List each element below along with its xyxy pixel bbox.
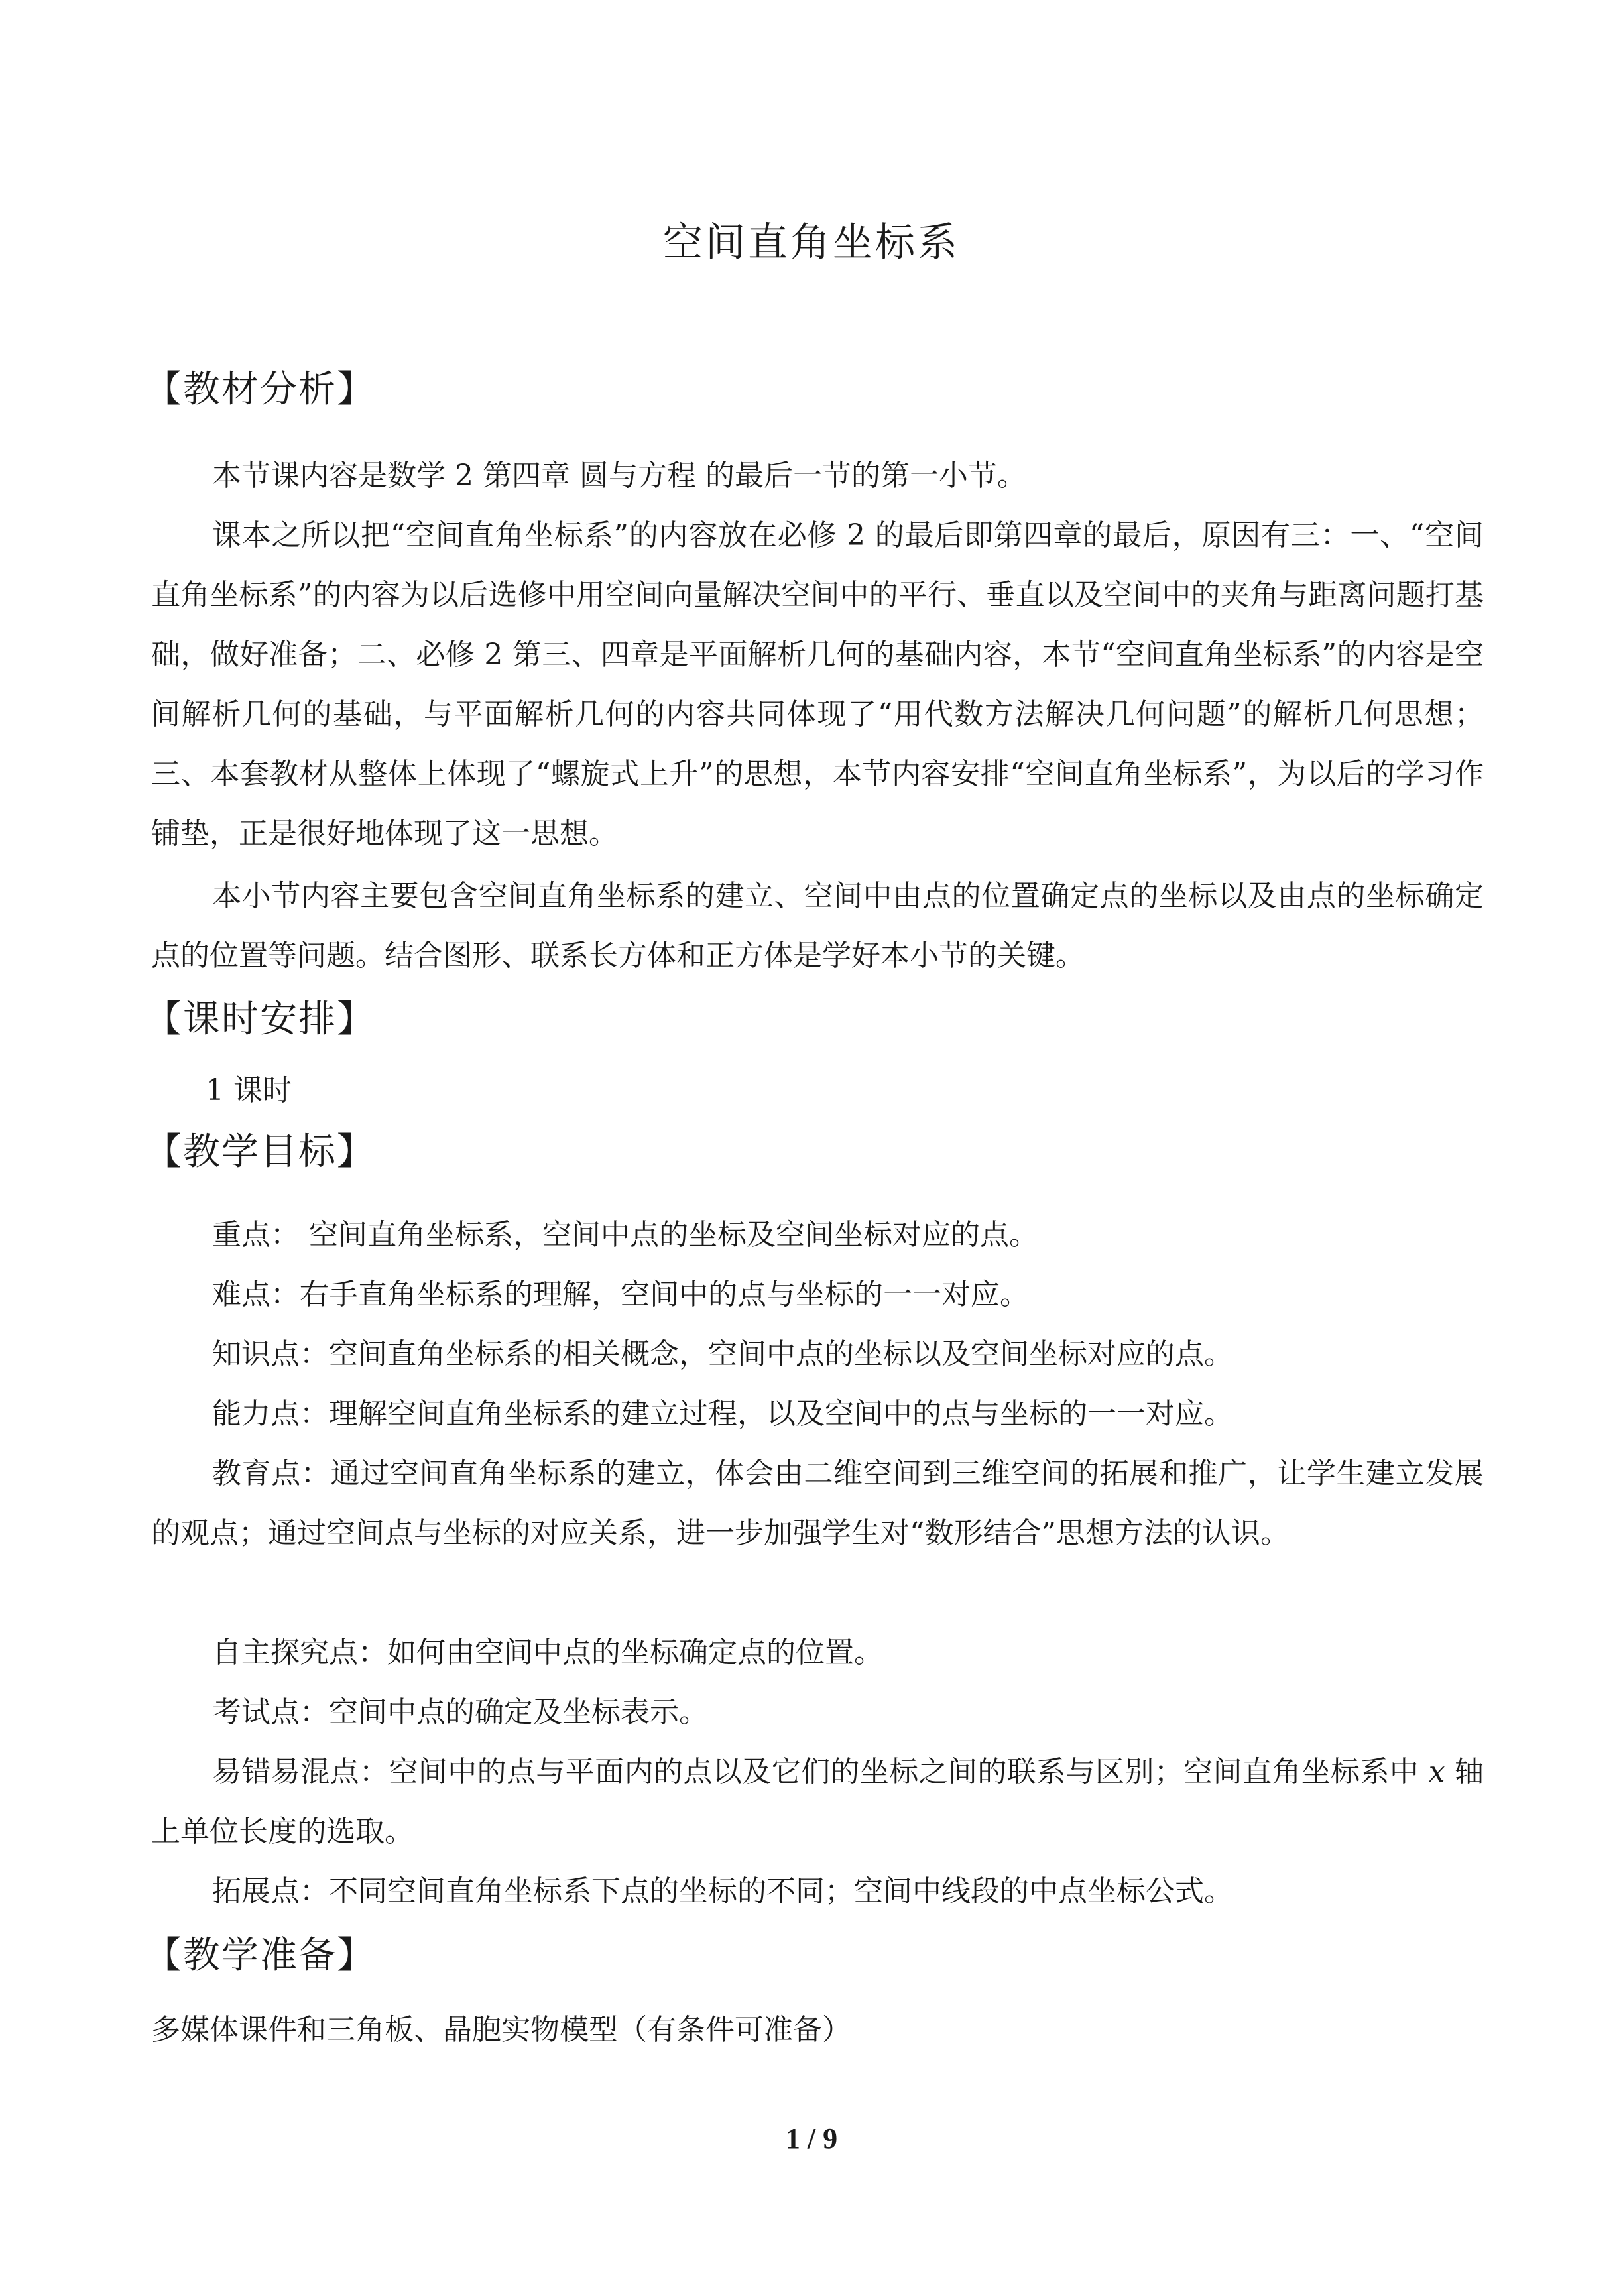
- analysis-paragraph-2: 课本之所以把“空间直角坐标系”的内容放在必修 2 的最后即第四章的最后，原因有三：一、“空间直角坐标系”的内容为以后选修中用空间向量解决空间中的平行、垂直以及空间中的夹角与距离问题打基础，做好准备；二、必修 2 第三、四章是平面解析几何的基础内容，本节“空间直角坐标系”的内容是空间解析几何的基础，与平面解析几何的内容共同体现了“用代数方法解决几何问题”的解析几何思想；三、本套教材从整体上体现了“螺旋式上升”的思想，本节内容安排“空间直角坐标系”，为以后的学习作铺垫，正是很好地体现了这一思想。: [151, 518, 1484, 851]
- section-heading-goals: 【教学目标】: [145, 1130, 375, 1174]
- goal-difficulty: 难点：右手直角坐标系的理解，空间中的点与坐标的一一对应。: [212, 1278, 1029, 1311]
- goal-knowledge: 知识点：空间直角坐标系的相关概念，空间中点的坐标以及空间坐标对应的点。: [212, 1337, 1233, 1371]
- goal-confusion-text-b: 轴上单位长度的选取。: [151, 1755, 1484, 1848]
- goal-extension: 拓展点：不同空间直角坐标系下点的坐标的不同；空间中线段的中点坐标公式。: [212, 1874, 1233, 1908]
- preparation-text: 多媒体课件和三角板、晶胞实物模型（有条件可准备）: [151, 2013, 851, 2047]
- goal-key-point: 重点： 空间直角坐标系，空间中点的坐标及空间坐标对应的点。: [212, 1218, 1038, 1252]
- section-heading-analysis: 【教材分析】: [145, 368, 375, 411]
- goal-ability: 能力点：理解空间直角坐标系的建立过程，以及空间中的点与坐标的一一对应。: [212, 1397, 1233, 1431]
- goal-confusion: [151, 1742, 1484, 1862]
- page-number: 1 / 9: [785, 2122, 838, 2155]
- document-title: 空间直角坐标系: [663, 219, 960, 266]
- goal-exam: 考试点：空间中点的确定及坐标表示。: [212, 1695, 708, 1729]
- goal-confusion-variable: x: [1428, 1755, 1445, 1789]
- section-heading-preparation: 【教学准备】: [145, 1934, 375, 1977]
- schedule-text: 1 课时: [206, 1073, 292, 1107]
- goal-confusion-text-a: 易错易混点：空间中的点与平面内的点以及它们的坐标之间的联系与区别；空间直角坐标系中: [212, 1755, 1429, 1789]
- analysis-paragraph-3: 本小节内容主要包含空间直角坐标系的建立、空间中由点的位置确定点的坐标以及由点的坐标确定点的位置等问题。结合图形、联系长方体和正方体是学好本小节的关键。: [151, 879, 1484, 973]
- goal-inquiry: 自主探究点：如何由空间中点的坐标确定点的位置。: [212, 1636, 883, 1669]
- section-heading-schedule: 【课时安排】: [145, 998, 375, 1041]
- analysis-paragraph-1: 本节课内容是数学 2 第四章 圆与方程 的最后一节的第一小节。: [212, 459, 1026, 493]
- goal-education: 教育点：通过空间直角坐标系的建立，体会由二维空间到三维空间的拓展和推广，让学生建立发展的观点；通过空间点与坐标的对应关系，进一步加强学生对“数形结合”思想方法的认识。: [151, 1457, 1484, 1550]
